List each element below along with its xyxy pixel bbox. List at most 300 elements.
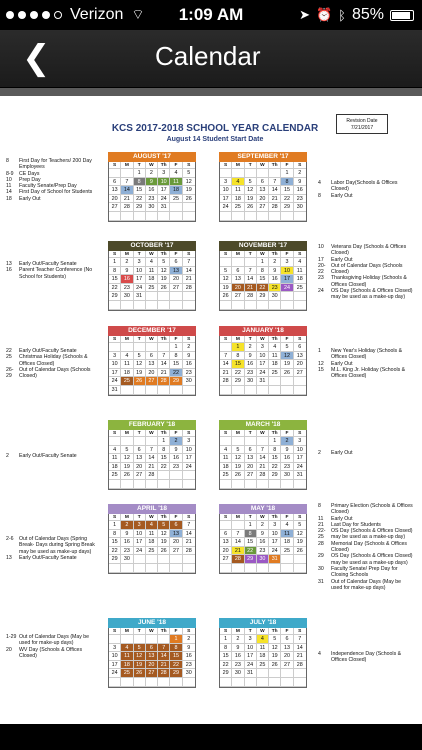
- day-cell: 28: [220, 377, 232, 386]
- month-header: AUGUST '17: [108, 152, 196, 162]
- day-cell: 20: [245, 463, 257, 472]
- month-calendar: [108, 326, 196, 396]
- day-cell: 27: [134, 471, 146, 480]
- day-cell: 10: [183, 446, 195, 455]
- day-cell: [134, 564, 146, 573]
- month-calendar: [219, 326, 307, 396]
- day-cell: [134, 635, 146, 644]
- note-item: 10 Veterans Day (Schools & Offices Closed): [318, 244, 407, 257]
- day-cell: 30: [245, 377, 257, 386]
- weekday-label: T: [134, 336, 146, 343]
- day-cell: [146, 555, 158, 564]
- day-cell: 3: [269, 521, 281, 530]
- weekday-label: Th: [158, 514, 170, 521]
- day-cell: 10: [134, 267, 146, 276]
- day-cell: [109, 169, 121, 178]
- day-cell: [220, 678, 232, 687]
- day-cell: [294, 555, 306, 564]
- day-cell: [257, 437, 269, 446]
- weekday-label: W: [146, 336, 158, 343]
- month-header: NOVEMBER '17: [219, 241, 307, 251]
- day-cell: 22: [232, 369, 244, 378]
- weekday-label: Th: [269, 336, 281, 343]
- day-cell: 19: [294, 538, 306, 547]
- day-cell: 26: [158, 547, 170, 556]
- weekday-label: W: [146, 162, 158, 169]
- day-cell: 27: [257, 203, 269, 212]
- day-cell: 12: [245, 186, 257, 195]
- day-cell: 8: [158, 446, 170, 455]
- day-cell: 13: [170, 530, 182, 539]
- day-cell: [232, 258, 244, 267]
- day-cell: 19: [183, 186, 195, 195]
- day-cell: [170, 471, 182, 480]
- weekday-label: M: [232, 251, 244, 258]
- day-cell: 5: [134, 644, 146, 653]
- day-cell: 6: [257, 178, 269, 187]
- day-cell: 6: [170, 521, 182, 530]
- weekday-label: S: [294, 514, 306, 521]
- day-cell: 1: [269, 437, 281, 446]
- month-calendar: [108, 241, 196, 311]
- day-cell: [170, 203, 182, 212]
- month-calendar: [219, 152, 307, 222]
- battery-percent: 85%: [351, 6, 384, 23]
- day-cell: 27: [294, 369, 306, 378]
- day-cell: 24: [269, 547, 281, 556]
- day-cell: [257, 386, 269, 395]
- day-cell: 15: [245, 538, 257, 547]
- month-notes: [6, 348, 102, 379]
- day-cell: 4: [146, 521, 158, 530]
- note-item: 20 WV Day (Schools & Offices Closed): [6, 646, 83, 659]
- weekday-label: S: [109, 162, 121, 169]
- day-cell: 10: [158, 178, 170, 187]
- day-cell: 5: [121, 446, 133, 455]
- day-cell: 23: [257, 547, 269, 556]
- day-cell: 14: [121, 186, 133, 195]
- day-cell: [109, 343, 121, 352]
- day-cell: 27: [146, 377, 158, 386]
- day-cell: 9: [257, 530, 269, 539]
- day-cell: 7: [158, 644, 170, 653]
- day-cell: 2: [183, 635, 195, 644]
- day-cell: 12: [134, 360, 146, 369]
- weekday-label: M: [232, 430, 244, 437]
- day-cell: 29: [281, 203, 293, 212]
- day-cell: 3: [109, 352, 121, 361]
- day-cell: 26: [134, 669, 146, 678]
- back-chevron-icon[interactable]: ❮: [22, 38, 51, 78]
- weekday-label: Th: [158, 251, 170, 258]
- day-cell: [269, 386, 281, 395]
- day-cell: 1: [170, 343, 182, 352]
- day-cell: 12: [134, 652, 146, 661]
- calendar-document[interactable]: [0, 96, 422, 724]
- weekday-label: M: [232, 162, 244, 169]
- day-cell: 12: [294, 530, 306, 539]
- day-cell: 16: [170, 454, 182, 463]
- month-calendar: [108, 420, 196, 490]
- day-cell: 12: [232, 454, 244, 463]
- day-cell: 25: [220, 471, 232, 480]
- day-cell: 12: [269, 644, 281, 653]
- day-cell: 6: [281, 635, 293, 644]
- day-cell: 2: [146, 169, 158, 178]
- note-item: 26-29Out of Calendar Days (Schools Closed): [6, 366, 91, 380]
- day-cell: 25: [121, 669, 133, 678]
- note-item: 13 Early Out/Faculty Senate: [6, 554, 77, 561]
- day-cell: 1: [232, 343, 244, 352]
- day-cell: [183, 480, 195, 489]
- weekday-label: F: [170, 336, 182, 343]
- day-cell: 27: [109, 203, 121, 212]
- weekday-label: T: [134, 628, 146, 635]
- weekday-label: Th: [269, 162, 281, 169]
- day-cell: 18: [232, 195, 244, 204]
- month-header: JULY '18: [219, 618, 307, 628]
- day-cell: [245, 301, 257, 310]
- day-cell: 9: [269, 267, 281, 276]
- day-cell: 12: [183, 178, 195, 187]
- day-cell: [146, 635, 158, 644]
- day-cell: 31: [134, 292, 146, 301]
- day-cell: 16: [245, 360, 257, 369]
- day-cell: [183, 386, 195, 395]
- bottom-bar: [0, 724, 422, 750]
- day-cell: [183, 203, 195, 212]
- day-cell: 6: [170, 258, 182, 267]
- weekday-label: W: [257, 336, 269, 343]
- day-cell: 30: [183, 669, 195, 678]
- note-item: 14 First Day of School for Students: [6, 189, 93, 196]
- day-cell: [146, 343, 158, 352]
- weekday-label: T: [245, 336, 257, 343]
- day-cell: 11: [220, 454, 232, 463]
- wifi-icon: ⌔: [131, 6, 145, 22]
- day-cell: [146, 386, 158, 395]
- day-cell: [158, 292, 170, 301]
- day-cell: 7: [183, 258, 195, 267]
- day-cell: 16: [121, 275, 133, 284]
- weekday-label: W: [146, 430, 158, 437]
- day-cell: 8: [281, 178, 293, 187]
- day-cell: 8: [257, 267, 269, 276]
- day-cell: 23: [170, 463, 182, 472]
- day-cell: [294, 564, 306, 573]
- day-cell: [170, 480, 182, 489]
- day-cell: 25: [146, 284, 158, 293]
- day-cell: 12: [281, 352, 293, 361]
- day-cell: 4: [146, 258, 158, 267]
- day-cell: 5: [220, 267, 232, 276]
- day-cell: 4: [257, 635, 269, 644]
- day-cell: 29: [232, 377, 244, 386]
- weekday-label: M: [232, 336, 244, 343]
- day-cell: 23: [146, 195, 158, 204]
- day-cell: 4: [109, 446, 121, 455]
- day-cell: 19: [134, 369, 146, 378]
- weekday-label: M: [121, 430, 133, 437]
- day-cell: 21: [158, 369, 170, 378]
- day-cell: 19: [220, 284, 232, 293]
- day-cell: 26: [232, 471, 244, 480]
- day-cell: 30: [183, 377, 195, 386]
- day-cell: [232, 169, 244, 178]
- day-cell: 21: [245, 284, 257, 293]
- weekday-label: S: [183, 628, 195, 635]
- day-cell: 11: [281, 530, 293, 539]
- month-calendar: [219, 420, 307, 490]
- day-cell: [232, 212, 244, 221]
- month-notes: [6, 261, 102, 280]
- day-cell: [183, 678, 195, 687]
- day-cell: 30: [121, 292, 133, 301]
- day-cell: 5: [294, 521, 306, 530]
- day-cell: [245, 169, 257, 178]
- day-cell: [183, 564, 195, 573]
- weekday-label: S: [183, 251, 195, 258]
- day-cell: 29: [257, 292, 269, 301]
- day-cell: [269, 564, 281, 573]
- day-cell: 18: [146, 275, 158, 284]
- clock: 1:09 AM: [178, 5, 244, 24]
- day-cell: [294, 480, 306, 489]
- note-item: 10 Prep Day: [6, 176, 41, 183]
- day-cell: 24: [257, 369, 269, 378]
- weekday-label: T: [245, 251, 257, 258]
- weekday-label: T: [134, 162, 146, 169]
- note-item: 2 Early Out/Faculty Senate: [6, 453, 77, 459]
- day-cell: 16: [232, 652, 244, 661]
- day-cell: 20: [146, 661, 158, 670]
- day-cell: 28: [232, 555, 244, 564]
- day-cell: [281, 669, 293, 678]
- month-notes: [318, 450, 414, 456]
- day-cell: 29: [220, 669, 232, 678]
- day-cell: 11: [232, 186, 244, 195]
- note-item: 22 Early Out/Faculty Senate: [6, 348, 77, 354]
- weekday-label: Th: [158, 162, 170, 169]
- day-cell: 15: [170, 360, 182, 369]
- note-item: 2 Early Out: [318, 450, 353, 456]
- day-cell: 31: [109, 386, 121, 395]
- day-cell: 4: [121, 644, 133, 653]
- day-cell: 13: [257, 186, 269, 195]
- day-cell: 16: [294, 186, 306, 195]
- day-cell: 18: [220, 463, 232, 472]
- day-cell: 12: [220, 275, 232, 284]
- day-cell: 3: [220, 178, 232, 187]
- weekday-label: S: [183, 336, 195, 343]
- day-cell: 30: [232, 669, 244, 678]
- day-cell: 19: [269, 652, 281, 661]
- weekday-label: M: [121, 336, 133, 343]
- revision-date: 7/21/2017: [350, 125, 374, 131]
- day-cell: 15: [232, 360, 244, 369]
- day-cell: 10: [134, 530, 146, 539]
- day-cell: [257, 669, 269, 678]
- day-cell: 28: [269, 203, 281, 212]
- month-notes: [318, 244, 414, 301]
- weekday-label: F: [281, 336, 293, 343]
- day-cell: [170, 292, 182, 301]
- weekday-label: W: [257, 430, 269, 437]
- day-cell: 10: [257, 352, 269, 361]
- day-cell: 20: [257, 195, 269, 204]
- day-cell: [220, 343, 232, 352]
- day-cell: 15: [134, 186, 146, 195]
- month-calendar: [219, 618, 307, 688]
- day-cell: 11: [257, 644, 269, 653]
- day-cell: 20: [109, 195, 121, 204]
- day-cell: 18: [146, 538, 158, 547]
- day-cell: 7: [146, 446, 158, 455]
- weekday-label: S: [220, 251, 232, 258]
- day-cell: 1: [134, 169, 146, 178]
- note-item: 11 Faculty Senate/Prep Day: [6, 183, 77, 190]
- weekday-label: S: [220, 514, 232, 521]
- day-cell: 9: [281, 446, 293, 455]
- day-cell: 6: [232, 267, 244, 276]
- day-cell: 22: [170, 369, 182, 378]
- weekday-label: W: [146, 628, 158, 635]
- day-cell: [294, 669, 306, 678]
- day-cell: 27: [232, 292, 244, 301]
- day-cell: 20: [220, 547, 232, 556]
- day-cell: 4: [232, 178, 244, 187]
- month-calendar: [108, 152, 196, 222]
- day-cell: 15: [109, 275, 121, 284]
- day-cell: 15: [170, 652, 182, 661]
- day-cell: 24: [183, 463, 195, 472]
- day-cell: [220, 258, 232, 267]
- day-cell: 5: [269, 635, 281, 644]
- day-cell: [220, 437, 232, 446]
- day-cell: 24: [281, 284, 293, 293]
- day-cell: [281, 212, 293, 221]
- day-cell: 2: [121, 258, 133, 267]
- weekday-label: W: [257, 514, 269, 521]
- day-cell: 13: [220, 538, 232, 547]
- day-cell: 14: [146, 454, 158, 463]
- day-cell: [281, 386, 293, 395]
- day-cell: [109, 437, 121, 446]
- day-cell: 6: [146, 644, 158, 653]
- note-item: 8 Primary Election (Schools & Offices Closed): [318, 503, 413, 516]
- day-cell: [121, 635, 133, 644]
- weekday-label: M: [232, 628, 244, 635]
- day-cell: 8: [170, 352, 182, 361]
- day-cell: 10: [109, 652, 121, 661]
- day-cell: 7: [294, 635, 306, 644]
- day-cell: 5: [232, 446, 244, 455]
- weekday-label: Th: [158, 430, 170, 437]
- note-item: 18 Early Out: [6, 195, 41, 202]
- day-cell: [109, 564, 121, 573]
- month-header: JANUARY '18: [219, 326, 307, 336]
- day-cell: [232, 564, 244, 573]
- day-cell: 23: [232, 661, 244, 670]
- day-cell: 23: [281, 463, 293, 472]
- note-item: 1-29 Out of Calendar Days (May be used for make-up days): [6, 634, 90, 647]
- day-cell: 26: [220, 292, 232, 301]
- day-cell: 3: [109, 644, 121, 653]
- note-item: 21 Last Day for Students: [318, 521, 381, 528]
- day-cell: [134, 386, 146, 395]
- day-cell: 29: [170, 377, 182, 386]
- day-cell: 2: [170, 437, 182, 446]
- day-cell: [269, 301, 281, 310]
- day-cell: 25: [281, 547, 293, 556]
- weekday-label: S: [183, 162, 195, 169]
- day-cell: 23: [121, 284, 133, 293]
- day-cell: 20: [134, 463, 146, 472]
- carrier-name: Verizon: [70, 6, 124, 23]
- note-item: 4 Independence Day (Schools & Offices Closed): [318, 651, 402, 664]
- day-cell: 7: [183, 521, 195, 530]
- weekday-label: T: [245, 162, 257, 169]
- day-cell: 31: [245, 669, 257, 678]
- day-cell: 16: [257, 538, 269, 547]
- day-cell: [269, 480, 281, 489]
- day-cell: 26: [183, 195, 195, 204]
- day-cell: 5: [245, 178, 257, 187]
- day-cell: 4: [220, 446, 232, 455]
- day-cell: [121, 678, 133, 687]
- weekday-label: T: [245, 514, 257, 521]
- note-item: 8-9 CE Days: [6, 170, 40, 177]
- day-cell: 16: [146, 186, 158, 195]
- day-cell: 11: [121, 360, 133, 369]
- day-cell: 27: [170, 547, 182, 556]
- day-cell: [220, 480, 232, 489]
- day-cell: 9: [245, 352, 257, 361]
- day-cell: 4: [294, 258, 306, 267]
- day-cell: [134, 212, 146, 221]
- note-item: 2-6 Out of Calendar Days (Spring Break- Days during Spring Break may be used as make-up days): [6, 536, 95, 555]
- day-cell: [158, 555, 170, 564]
- note-item: 20-22Out of Calendar Days (Schools Closed): [318, 262, 403, 276]
- day-cell: [281, 678, 293, 687]
- weekday-label: W: [146, 514, 158, 521]
- day-cell: [269, 212, 281, 221]
- day-cell: [220, 301, 232, 310]
- day-cell: 20: [146, 369, 158, 378]
- note-item: 12 Early Out: [318, 360, 353, 367]
- weekday-label: S: [109, 430, 121, 437]
- weekday-label: F: [170, 251, 182, 258]
- weekday-label: F: [281, 251, 293, 258]
- weekday-label: M: [232, 514, 244, 521]
- day-cell: 3: [294, 437, 306, 446]
- day-cell: [294, 212, 306, 221]
- month-header: SEPTEMBER '17: [219, 152, 307, 162]
- day-cell: 9: [183, 352, 195, 361]
- day-cell: 31: [294, 471, 306, 480]
- day-cell: 19: [245, 195, 257, 204]
- day-cell: [183, 301, 195, 310]
- day-cell: [170, 386, 182, 395]
- day-cell: 8: [220, 644, 232, 653]
- day-cell: [294, 301, 306, 310]
- day-cell: 4: [269, 343, 281, 352]
- day-cell: 26: [158, 284, 170, 293]
- weekday-label: F: [281, 628, 293, 635]
- day-cell: 18: [109, 463, 121, 472]
- day-cell: 19: [121, 463, 133, 472]
- day-cell: 23: [294, 195, 306, 204]
